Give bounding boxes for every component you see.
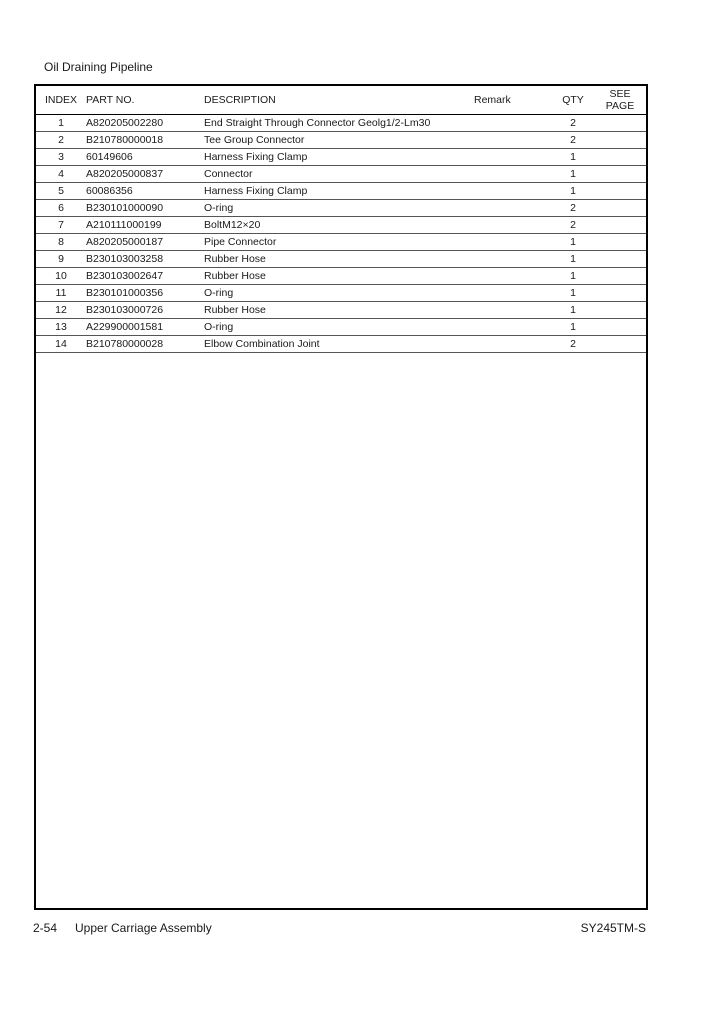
cell-description: Elbow Combination Joint: [204, 336, 474, 353]
table-row: [36, 268, 646, 285]
cell-description: O-ring: [204, 319, 474, 336]
cell-qty: 1: [552, 319, 594, 336]
cell-qty: 1: [552, 285, 594, 302]
cell-part-no: B230101000356: [86, 285, 204, 302]
cell-remark: [474, 200, 552, 217]
footer-section: Upper Carriage Assembly: [75, 921, 212, 935]
table-row: [36, 149, 646, 166]
cell-part-no: B230103000726: [86, 302, 204, 319]
cell-description: Rubber Hose: [204, 268, 474, 285]
header-index: INDEX: [36, 86, 86, 115]
table-row: [36, 302, 646, 319]
cell-see-page: [594, 183, 646, 200]
cell-description: Harness Fixing Clamp: [204, 183, 474, 200]
table-row: [36, 166, 646, 183]
cell-qty: 1: [552, 251, 594, 268]
cell-description: BoltM12×20: [204, 217, 474, 234]
cell-see-page: [594, 217, 646, 234]
cell-index: 5: [36, 183, 86, 200]
page-title: Oil Draining Pipeline: [44, 60, 153, 74]
table-row: [36, 285, 646, 302]
cell-see-page: [594, 115, 646, 132]
footer-model: SY245TM-S: [580, 921, 646, 935]
cell-remark: [474, 132, 552, 149]
cell-qty: 2: [552, 200, 594, 217]
cell-description: Tee Group Connector: [204, 132, 474, 149]
cell-see-page: [594, 166, 646, 183]
footer-page-number: 2-54: [33, 921, 58, 935]
cell-see-page: [594, 319, 646, 336]
cell-description: End Straight Through Connector Geolg1/2-Lm30: [204, 115, 474, 132]
table-header-row: [36, 86, 646, 115]
cell-part-no: A210111000199: [86, 217, 204, 234]
cell-part-no: A229900001581: [86, 319, 204, 336]
cell-part-no: B210780000018: [86, 132, 204, 149]
cell-description: Rubber Hose: [204, 251, 474, 268]
cell-index: 3: [36, 149, 86, 166]
cell-qty: 2: [552, 115, 594, 132]
cell-part-no: A820205000837: [86, 166, 204, 183]
table-row: [36, 251, 646, 268]
table-row: [36, 115, 646, 132]
table-row: [36, 132, 646, 149]
cell-description: Pipe Connector: [204, 234, 474, 251]
cell-qty: 1: [552, 166, 594, 183]
cell-remark: [474, 234, 552, 251]
cell-description: Rubber Hose: [204, 302, 474, 319]
cell-see-page: [594, 302, 646, 319]
cell-see-page: [594, 336, 646, 353]
cell-index: 6: [36, 200, 86, 217]
cell-index: 11: [36, 285, 86, 302]
header-see-page-line1: SEE: [609, 88, 631, 100]
cell-part-no: 60086356: [86, 183, 204, 200]
cell-see-page: [594, 285, 646, 302]
cell-part-no: A820205000187: [86, 234, 204, 251]
cell-part-no: 60149606: [86, 149, 204, 166]
cell-qty: 2: [552, 336, 594, 353]
cell-remark: [474, 285, 552, 302]
cell-qty: 1: [552, 268, 594, 285]
cell-qty: 1: [552, 149, 594, 166]
table-row: [36, 234, 646, 251]
cell-description: Harness Fixing Clamp: [204, 149, 474, 166]
cell-remark: [474, 319, 552, 336]
header-part-no: PART NO.: [86, 86, 204, 115]
cell-index: 12: [36, 302, 86, 319]
cell-index: 10: [36, 268, 86, 285]
cell-index: 2: [36, 132, 86, 149]
cell-remark: [474, 149, 552, 166]
header-description: DESCRIPTION: [204, 86, 474, 115]
cell-see-page: [594, 251, 646, 268]
cell-qty: 1: [552, 302, 594, 319]
table-row: [36, 200, 646, 217]
cell-part-no: B210780000028: [86, 336, 204, 353]
header-see-page: [594, 86, 646, 115]
cell-remark: [474, 268, 552, 285]
cell-qty: 2: [552, 132, 594, 149]
header-see-page-line2: PAGE: [605, 100, 635, 112]
table-row: [36, 183, 646, 200]
cell-index: 7: [36, 217, 86, 234]
cell-part-no: B230103002647: [86, 268, 204, 285]
cell-index: 8: [36, 234, 86, 251]
cell-description: Connector: [204, 166, 474, 183]
cell-index: 4: [36, 166, 86, 183]
cell-part-no: A820205002280: [86, 115, 204, 132]
header-qty: QTY: [552, 86, 594, 115]
cell-see-page: [594, 200, 646, 217]
cell-remark: [474, 166, 552, 183]
cell-index: 9: [36, 251, 86, 268]
table-row: [36, 319, 646, 336]
cell-description: O-ring: [204, 285, 474, 302]
table-row: [36, 336, 646, 353]
cell-see-page: [594, 149, 646, 166]
cell-remark: [474, 336, 552, 353]
header-remark: Remark: [474, 86, 552, 115]
cell-see-page: [594, 268, 646, 285]
cell-part-no: B230103003258: [86, 251, 204, 268]
cell-qty: 1: [552, 234, 594, 251]
cell-index: 1: [36, 115, 86, 132]
cell-remark: [474, 115, 552, 132]
parts-table: [36, 86, 646, 353]
cell-see-page: [594, 234, 646, 251]
cell-qty: 1: [552, 183, 594, 200]
cell-index: 13: [36, 319, 86, 336]
cell-description: O-ring: [204, 200, 474, 217]
cell-remark: [474, 183, 552, 200]
parts-table-frame: [34, 84, 648, 910]
cell-part-no: B230101000090: [86, 200, 204, 217]
table-row: [36, 217, 646, 234]
cell-qty: 2: [552, 217, 594, 234]
parts-table-body: [36, 115, 646, 353]
cell-remark: [474, 217, 552, 234]
cell-see-page: [594, 132, 646, 149]
cell-index: 14: [36, 336, 86, 353]
cell-remark: [474, 302, 552, 319]
cell-remark: [474, 251, 552, 268]
